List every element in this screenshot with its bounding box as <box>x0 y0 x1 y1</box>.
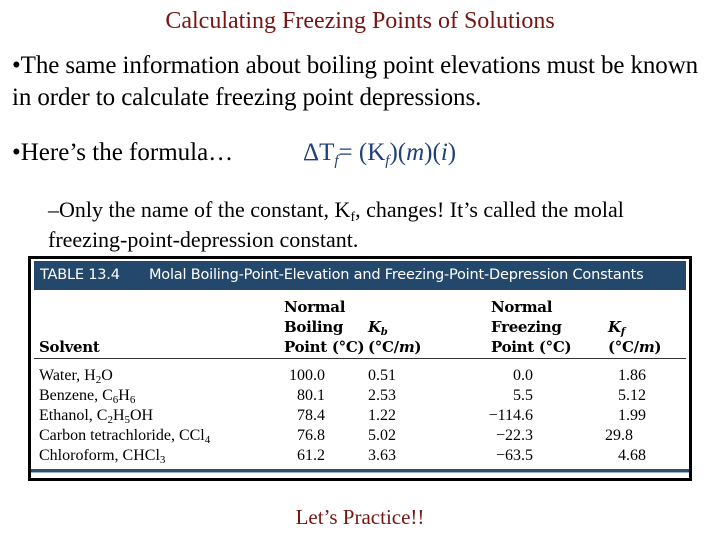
header-freezing-point <box>491 297 571 357</box>
table-row <box>31 406 689 426</box>
sub-bullet-k-sub: f <box>350 210 356 225</box>
cell-freezing-point: −63.5 <box>495 447 533 464</box>
cell-kf: 29.8 <box>605 427 633 444</box>
sub-bullet-kf-note <box>48 195 708 255</box>
header-divider <box>34 358 686 359</box>
cell-freezing-point: 5.5 <box>513 387 533 404</box>
bullet-boiling-info: •The same information about boiling point elevations must be known in order to calculate freezing point depressions. <box>12 52 699 111</box>
cell-freezing-point: −114.6 <box>488 407 533 424</box>
cell-kb: 3.63 <box>368 447 396 464</box>
formula-vant-hoff: i <box>440 139 448 166</box>
table-row <box>31 366 689 386</box>
cell-solvent: Ethanol, $C_2H_5OH$ <box>39 407 154 426</box>
header-line: Boiling <box>284 318 344 336</box>
header-k-sub: f <box>620 327 625 338</box>
cell-boiling-point: 80.1 <box>297 387 325 404</box>
cell-solvent: Water, $H_2O$ <box>39 367 113 386</box>
header-boiling-point <box>284 297 364 357</box>
constants-table <box>28 256 692 481</box>
cell-solvent: Carbon tetrachloride, CCl$_4$ <box>39 427 211 446</box>
cell-boiling-point: 78.4 <box>297 407 325 424</box>
header-unit: (°C/ <box>368 338 399 356</box>
cell-freezing-point: −22.3 <box>495 427 533 444</box>
table-number: TABLE 13.4 <box>40 267 120 283</box>
cell-kf: 5.12 <box>618 387 646 404</box>
formula-paren: )( <box>389 139 407 166</box>
header-k-symbol: K <box>368 318 381 336</box>
table-caption: Molal Boiling-Point-Elevation and Freezing-Point-Depression Constants <box>149 267 644 283</box>
formula-delta-t-sub: f <box>334 153 339 169</box>
formula-paren: )( <box>424 139 441 166</box>
table-row <box>31 446 689 466</box>
header-line: Point (°C) <box>491 338 572 356</box>
practice-prompt: Let’s Practice!! <box>295 505 425 529</box>
header-solvent: Solvent <box>39 338 100 356</box>
cell-solvent: Benzene, $C_6H_6$ <box>39 387 136 406</box>
header-line: Normal <box>284 298 346 316</box>
cell-kf: 1.86 <box>618 367 646 384</box>
header-unit: (°C/ <box>608 338 639 356</box>
cell-kb: 5.02 <box>368 427 396 444</box>
cell-boiling-point: 76.8 <box>297 427 325 444</box>
formula-paren: ) <box>447 139 457 166</box>
header-k-symbol: K <box>608 318 621 336</box>
cell-boiling-point: 61.2 <box>297 447 325 464</box>
freezing-point-formula <box>303 137 456 169</box>
table-row <box>31 426 689 446</box>
header-line: Point (°C) <box>284 338 365 356</box>
cell-kf: 4.68 <box>618 447 646 464</box>
header-line: Normal <box>491 298 553 316</box>
cell-boiling-point: 100.0 <box>289 367 325 384</box>
formula-equals-k: = (K <box>338 139 386 166</box>
formula-molality: m <box>406 139 425 166</box>
cell-solvent: Chloroform, CHCl$_3$ <box>39 447 166 466</box>
header-k-sub: b <box>380 327 388 338</box>
header-kb <box>368 317 421 357</box>
cell-kb: 1.22 <box>368 407 396 424</box>
formula-k-sub: f <box>385 153 390 169</box>
cell-freezing-point: 0.0 <box>513 367 533 384</box>
header-line: Freezing <box>491 318 562 336</box>
cell-kb: 2.53 <box>368 387 396 404</box>
header-kf <box>608 317 661 357</box>
header-unit: ) <box>414 338 422 356</box>
cell-kb: 0.51 <box>368 367 396 384</box>
table-row <box>31 386 689 406</box>
header-unit-m: m <box>638 338 655 356</box>
header-unit: ) <box>654 338 662 356</box>
slide-title: Calculating Freezing Points of Solutions <box>165 8 555 34</box>
bullet-formula-intro: •Here’s the formula… <box>12 139 234 166</box>
sub-bullet-text: , changes! It’s called the molal freezing-point-depression constant. <box>48 197 624 252</box>
table-caption-bar <box>34 261 686 290</box>
formula-delta-t: ΔT <box>303 139 335 166</box>
table-bottom-rule <box>31 469 689 473</box>
sub-bullet-text: –Only the name of the constant, K <box>48 197 351 222</box>
cell-kf: 1.99 <box>618 407 646 424</box>
header-unit-m: m <box>398 338 415 356</box>
